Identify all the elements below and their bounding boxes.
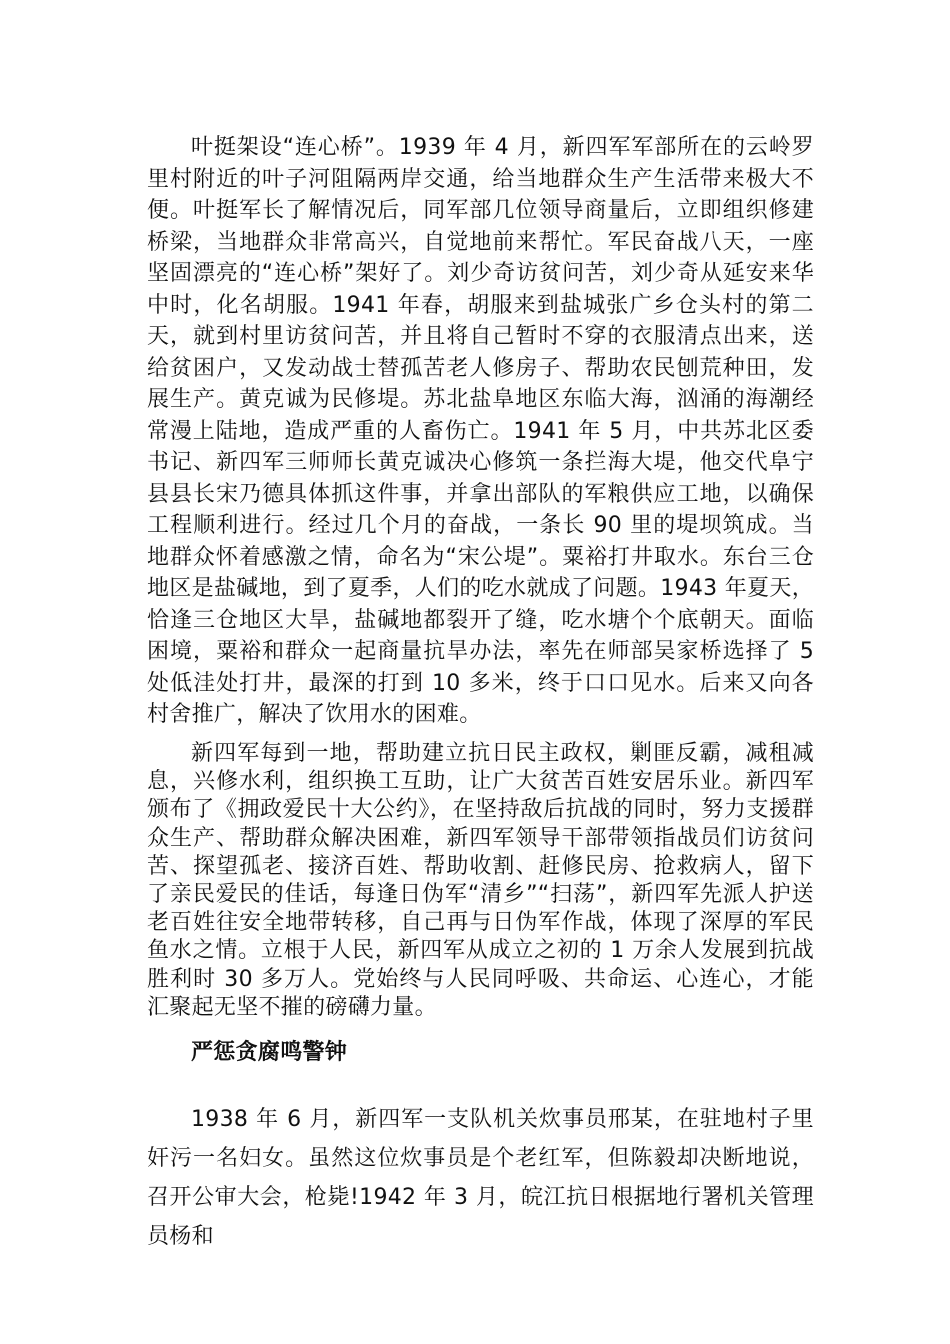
paragraph-lianxinqiao: 叶挺架设“连心桥”。1939 年 4 月，新四军军部所在的云岭罗里村附近的叶子河阻隔两岸交通，给当地群众生产生活带来极大不便。叶挺军长了解情况后，同军部几位领导商量后，立即组织修建桥梁，当地群众非常高兴，自觉地前来帮忙。军民奋战八天，一座坚固漂亮的“连心桥”架好了。刘少奇访贫问苦，刘少奇从延安来华中时，化名胡服。1941 年春，胡服来到盐城张广乡仓头村的第二天，就到村里访贫问苦，并且将自己暂时不穿的衣服清点出来，送给贫困户，又发动战士替孤苦老人修房子、帮助农民刨荒种田，发展生产。黄克诚为民修堤。苏北盐阜地区东临大海，汹涌的海潮经常漫上陆地，造成严重的人畜伤亡。1941 年 5 月，中共苏北区委书记、新四军三师师长黄克诚决心修筑一条拦海大堤，他交代阜宁县县长宋乃德具体抓这件事，并拿出部队的军粮供应工地，以确保工程顺利进行。经过几个月的奋战，一条长 90 里的堤坝筑成。当地群众怀着感激之情，命名为“宋公堤”。粟裕打井取水。东台三仓地区是盐碱地，到了夏季，人们的吃水就成了问题。1943 年夏天，恰逢三仓地区大旱，盐碱地都裂开了缝，吃水塘个个底朝天。面临困境，粟裕和群众一起商量抗旱办法，率先在师部吴家桥选择了 5 处低洼处打井，最深的打到 10 多米，终于口口见水。后来又向各村舍推广，解决了饮用水的困难。 — [147, 135, 814, 727]
paragraph-army-people: 新四军每到一地，帮助建立抗日民主政权，剿匪反霸，减租减息，兴修水利，组织换工互助，让广大贫苦百姓安居乐业。新四军颁布了《拥政爱民十大公约》，在坚持敌后抗战的同时，努力支援群众生产、帮助群众解决困难，新四军领导干部带领指战员们访贫问苦、探望孤老、接济百姓、帮助收割、赶修民房、抢救病人，留下了亲民爱民的佳话，每逢日伪军“清乡”“扫荡”，新四军先派人护送老百姓往安全地带转移，自己再与日伪军作战，体现了深厚的军民鱼水之情。立根于人民，新四军从成立之初的 1 万余人发展到抗战胜利时 30 多万人。党始终与人民同呼吸、共命运、心连心，才能汇聚起无坚不摧的磅礴力量。 — [147, 741, 814, 1020]
section-heading: 严惩贪腐鸣警钟 — [191, 1040, 348, 1065]
paragraph-anti-corruption: 1938 年 6 月，新四军一支队机关炊事员邢某，在驻地村子里奸污一名妇女。虽然这位炊事员是个老红军，但陈毅却决断地说，召开公审大会，枪毙!1942 年 3 月，皖江抗日根据地行署机关管理员杨和 — [147, 1107, 814, 1249]
